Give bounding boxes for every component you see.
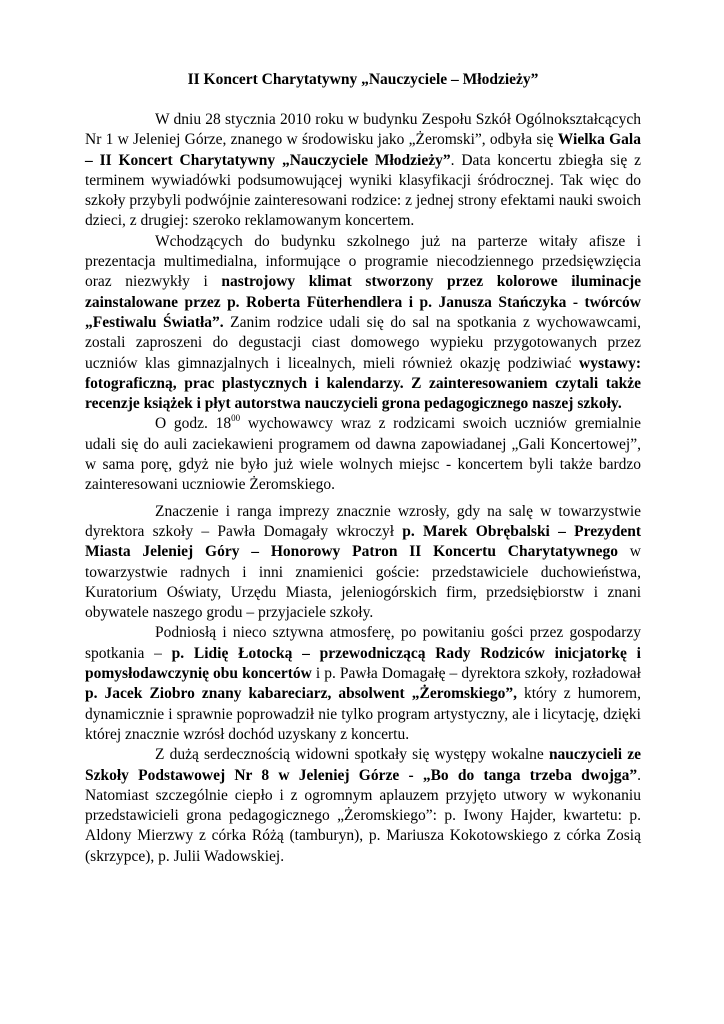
text-run: . Natomiast szczególnie ciepło i z ogromnym aplauzem przyjęto utwory w wykonaniu przedstawicieli grona pedagogicznego „Żeromskiego”: p. Iwony Hajder, kwartetu: p. Aldony Mierzwy z córka Różą (tamburyn), p. Mariusza Kokotowskiego z córka Zosią (skrzypce), p. Julii Wadowskiej. xyxy=(85,766,641,865)
text-run: Wchodzących do budynku szkolnego już na parterze witały afisze i prezentacja multimedialna, informujące o programie niecodziennego przedsięwzięcia oraz niezwykły i xyxy=(85,232,641,291)
text-run: w towarzystwie radnych i inni znamienici goście: przedstawiciele duchowieństwa, Kuratorium Oświaty, Urzędu Miasta, jeleniogórskich firm, przedsiębiorstw i znani obywatele naszego grodu – przyjaciele szkoły. xyxy=(85,543,641,622)
bold-text: nauczycieli ze Szkoły Podstawowej Nr 8 w Jeleniej Górze - „Bo do tanga trzeba dwojga” xyxy=(85,746,641,784)
document-title: II Koncert Charytatywny „Nauczyciele – Młodzieży” xyxy=(187,71,539,88)
text-run: i p. Pawła Domagałę – dyrektora szkoły, rozładował xyxy=(311,665,641,683)
bold-text: nastrojowy klimat stworzony przez kolorowe iluminacje zainstalowane przez p. Roberta Füterhendlera i p. Janusza Stańczyka - twórców „Festiwalu Światła”. xyxy=(85,273,641,331)
document-body xyxy=(85,70,641,867)
bold-text: p. Marek Obrębalski – Prezydent Miasta Jeleniej Góry – Honorowy Patron II Koncertu Charytatywnego xyxy=(85,522,641,561)
text-run: W dniu 28 stycznia 2010 roku w budynku Zespołu Szkół Ogólnokształcących Nr 1 w Jeleniej Górze, znanego w środowisku jako „Żeromski”, odbyła się xyxy=(85,111,641,149)
text-run: Z dużą serdecznością widowni spotkały się występy wokalne xyxy=(155,746,549,764)
paragraph-performances xyxy=(85,745,641,867)
text-run: Znaczenie i ranga imprezy znacznie wzrosły, gdy na salę w towarzystwie dyrektora szkoły – Pawła Domagały wkroczył xyxy=(85,502,641,540)
bold-text: p. Jacek Ziobro znany kabareciarz, absolwent „Żeromskiego”, xyxy=(85,685,517,703)
paragraph-host xyxy=(85,623,641,745)
text-run: Podniosłą i nieco sztywna atmosferę, po powitaniu gości przez gospodarzy spotkania – xyxy=(85,624,641,662)
paragraph-intro xyxy=(85,110,641,232)
text-run: który z humorem, dynamicznie i sprawnie poprowadził nie tylko program artystyczny, ale i licytację, dzięki której znacznie wzrósł dochód uzyskany z koncertu. xyxy=(85,685,641,743)
superscript-text: 00 xyxy=(231,413,241,424)
bold-text: p. Lidię Łotocką – przewodniczącą Rady Rodziców inicjatorkę i pomysłodawczynię obu koncertów xyxy=(85,644,641,683)
text-run: . Data koncertu zbiegła się z terminem wywiadówki podsumowującej wyniki klasyfikacji śródrocznej. Tak więc do szkoły przybyli podwójnie zainteresowani rodzice: z jednej strony efektami nauki swoich dzieci, z drugiej: szeroko reklamowanym koncertem. xyxy=(85,151,642,230)
text-run: wychowawcy wraz z rodzicami swoich uczniów gremialnie udali się do auli zaciekawieni programem od dawna zapowiadanej „Gali Koncertowej”, w sama porę, gdyż nie było już wiele wolnych miejsc - koncertem byli także bardzo zainteresowani uczniowie Żeromskiego. xyxy=(85,415,641,494)
paragraph-entrance xyxy=(85,232,641,415)
bold-text: wystawy: fotograficzną, prac plastycznych i kalendarzy. Z zainteresowaniem czytali także recenzje książek i płyt autorstwa nauczycieli grona pedagogicznego naszej szkoły. xyxy=(85,354,641,413)
text-run: O godz. 18 xyxy=(155,415,232,433)
bold-text: Wielka Gala – II Koncert Charytatywny „Nauczyciele Młodzieży” xyxy=(85,131,641,169)
text-run: Zanim rodzice udali się do sal na spotkania z wychowawcami, zostali zaproszeni do degustacji ciast domowego wypieku przygotowanych przez uczniów klas gimnazjalnych i licealnych, mieli również okazję podziwiać xyxy=(85,313,641,372)
paragraph-concert-start xyxy=(85,414,641,495)
paragraph-guests xyxy=(85,502,641,624)
